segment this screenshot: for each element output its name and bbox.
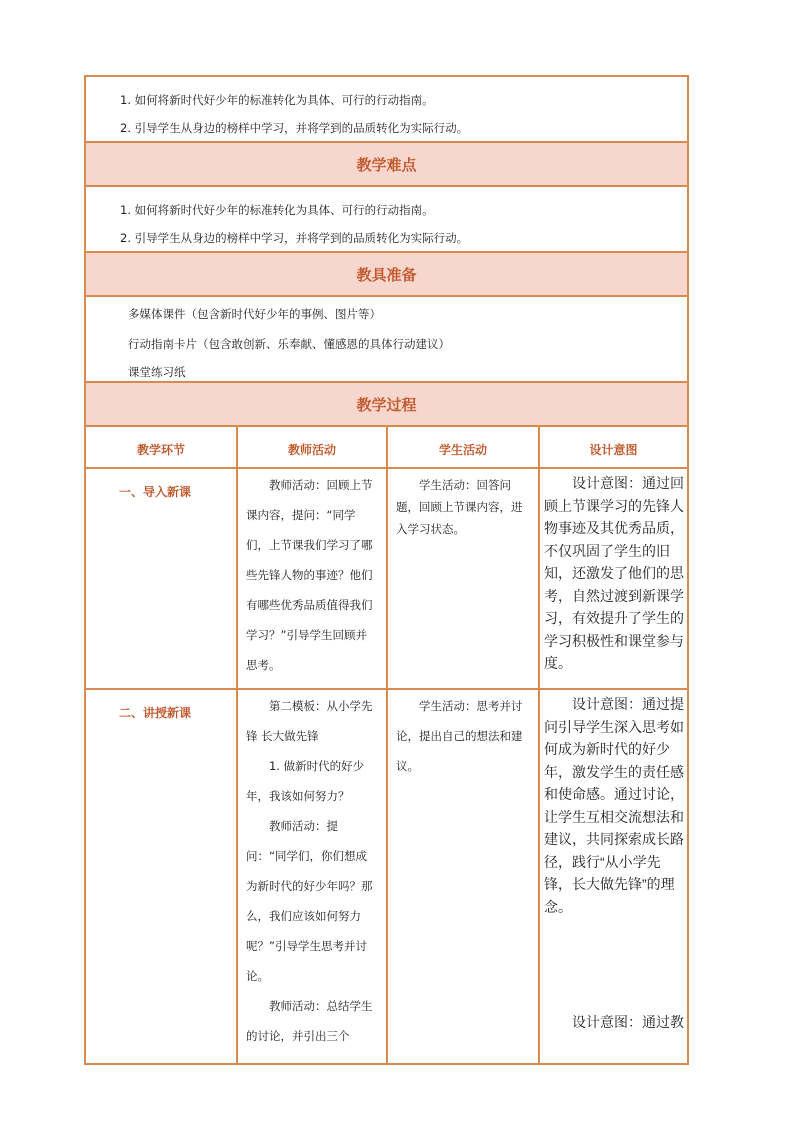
teacher-activity: 第二模板：从小学先锋 长大做先锋 1. 做新时代的好少年，我该如何努力？ 教师活动：提问：“同学们，你们想成为新时代的好少年吗？那么，我们应该如何努力呢？”引导学生思考并讨论。 教师活动：总结学生的讨论，并引出三个 [246,699,373,1043]
column-divider [386,425,388,1065]
focus-item-1: 1. 如何将新时代好少年的标准转化为具体、可行的行动指南。 [120,93,434,107]
design-intent: 设计意图：通过提问引导学生深入思考如何成为新时代的好少年，激发学生的责任感和使命感。通过讨论，让学生互相交流想法和建议，共同探索成长路径，践行“从小学先锋，长大做先锋”的理念。 [544,696,684,915]
difficulty-title: 教学难点 [356,156,417,174]
difficulty-item-1: 1. 如何将新时代好少年的标准转化为具体、可行的行动指南。 [120,203,434,217]
document-table [84,75,689,1065]
process-header [86,383,687,425]
stage-label: 一、导入新课 [119,485,192,499]
design-intent: 设计意图：通过回顾上节课学习的先锋人物事迹及其优秀品质，不仅巩固了学生的旧知，还激发了他们的思考，自然过渡到新课学习，有效提升了学生的学习积极性和课堂参与度。 [544,475,684,671]
student-activity: 学生活动：回答问题，回顾上节课内容，进入学习状态。 [396,478,523,536]
divider [86,185,687,187]
divider [86,295,687,297]
process-title: 教学过程 [356,396,417,414]
stage-label: 二、讲授新课 [119,706,192,720]
preparation-title: 教具准备 [356,266,417,284]
student-activity: 学生活动：思考并讨论，提出自己的想法和建议。 [396,699,523,773]
column-divider [538,425,540,1065]
difficulty-item-2: 2. 引导学生从身边的榜样中学习，并将学到的品质转化为实际行动。 [120,231,469,245]
teacher-activity: 教师活动：回顾上节课内容，提问：“同学们，上节课我们学习了哪些先锋人物的事迹？他们有哪些优秀品质值得我们学习？”引导学生回顾并思考。 [246,478,373,672]
preparation-item-3: 课堂练习纸 [128,365,186,379]
column-header-stage: 教学环节 [136,443,185,457]
preparation-item-2: 行动指南卡片（包含敢创新、乐奉献、懂感恩的具体行动建议） [128,337,450,351]
preparation-item-1: 多媒体课件（包含新时代好少年的事例、图片等） [128,307,381,321]
column-divider [236,425,238,1065]
difficulty-header [86,143,687,185]
column-header-design: 设计意图 [589,443,638,457]
design-intent-continued: 设计意图：通过教 [544,1014,684,1030]
column-header-student: 学生活动 [438,443,487,457]
focus-item-2: 2. 引导学生从身边的榜样中学习，并将学到的品质转化为实际行动。 [120,121,469,135]
column-header-teacher: 教师活动 [287,443,336,457]
preparation-header [86,253,687,295]
